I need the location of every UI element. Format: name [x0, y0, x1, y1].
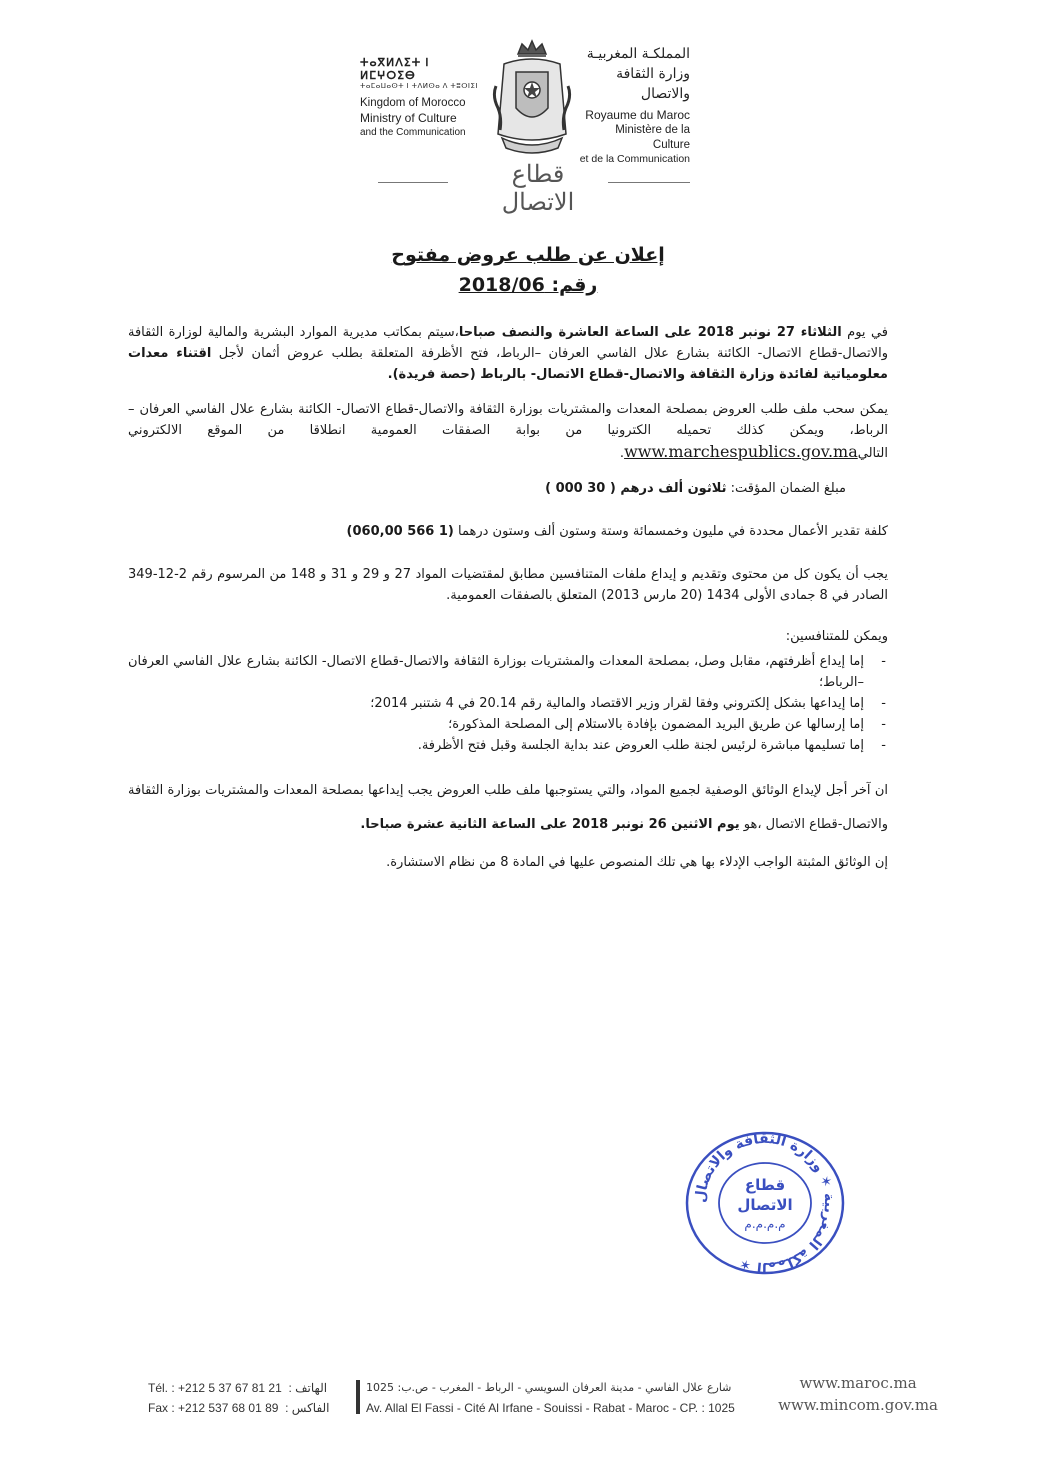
document-body: [128, 322, 888, 887]
letterhead-left-block: [360, 56, 485, 139]
text: مبلغ الضمان المؤقت:: [726, 481, 846, 496]
list-item: - إما تسليمها مباشرة لرئيس لجنة طلب العروض عند بداية الجلسة وقبل فتح الأظرفة.: [128, 735, 888, 756]
divider: [378, 182, 448, 183]
telephone-label-ar: : الهاتف: [288, 1381, 328, 1395]
telephone: Tél. : +212 5 37 67 81 21: [148, 1381, 282, 1395]
paragraph-supporting-docs: إن الوثائق المثبتة الواجب الإدلاء بها هي تلك المنصوص عليها في المادة 8 من نظام الاستشارة.: [386, 855, 888, 870]
footer: [148, 1370, 938, 1420]
arabic-ministry: وزارة الثقافة والاتصال: [616, 66, 690, 102]
bold-text: الثلاثاء 27 نونبر 2018 على الساعة العاشرة والنصف صباحا: [458, 325, 842, 340]
marchespublics-link[interactable]: www.marchespublics.gov.ma: [624, 442, 858, 461]
paragraph-options-intro: ويمكن للمتنافسين:: [785, 629, 888, 644]
stamp-center-line-1: قطاع: [744, 1176, 786, 1194]
options-list: [128, 651, 888, 756]
list-item: - إما إيداعها بشكل إلكتروني وفقا لقرار وزير الاقتصاد والمالية رقم 20.14 في 4 شتنبر 2014؛: [128, 693, 888, 714]
french-ministry: Ministère de la Culture: [615, 124, 690, 151]
title-line-2: رقم: 2018/06: [458, 274, 598, 296]
stamp-center-line-3: م.م.م.م: [744, 1217, 786, 1231]
list-item: - إما إيداع أظرفتهم، مقابل وصل، بمصلحة المعدات والمشتريات بوزارة الثقافة والاتصال-قطاع الاتصال- الكائنة بشارع علال الفاسي العرفان –الرباط؛: [128, 651, 888, 693]
website-mincom-link[interactable]: www.mincom.gov.ma: [778, 1396, 938, 1414]
bold-text: يوم الاثنين 26 نونبر 2018 على الساعة الثانية عشرة صباحا.: [360, 817, 740, 832]
arabic-kingdom: المملكـة المغربيـة: [586, 46, 690, 62]
sector-name: قطاع الاتصال: [501, 160, 575, 216]
document-title: [300, 240, 756, 300]
fax-label-ar: : الفاكس: [285, 1401, 330, 1415]
stamp-ring-text: المملكة المغربية ✶ وزارة الثقافة والاتصال ✶: [692, 1130, 838, 1276]
paragraph-download: يمكن سحب ملف طلب العروض بمصلحة المعدات والمشتريات بوزارة الثقافة والاتصال-قطاع الاتصال- الكائنة بشارع علال الفاسي العرفان –الرباط، ويمكن كذلك تحميله الكترونيا من بوابة الصفقات العمومية انطلاقا من الموقع الالكتروني التاليwww.marchespublics.gov.ma.: [128, 402, 888, 461]
text: في يوم: [841, 325, 889, 340]
letterhead: [360, 38, 690, 216]
divider: [608, 182, 690, 183]
footer-websites: [778, 1372, 938, 1416]
text: ان آخر أجل لإيداع الوثائق الوصفية لجميع المواد، والتي يستوجبها ملف طلب العروض يجب إيداعها بمصلحة المعدات والمشتريات بوزارة الثقافة والاتصال-قطاع الاتصال ،هو: [128, 783, 888, 832]
bold-text: ثلاثون ألف درهم ( 30 000 ): [545, 481, 727, 496]
address-arabic: شارع علال الفاسي - مدينة العرفان السويسي - الرباط - المغرب - ص.ب: 1025: [366, 1381, 732, 1394]
letterhead-right-block: [578, 44, 690, 166]
text: كلفة تقدير الأعمال محددة في مليون وخمسمائة وستة وستون ألف وستون درهما: [453, 524, 888, 539]
footer-contact: [148, 1378, 330, 1418]
footer-divider: [356, 1380, 360, 1414]
french-kingdom: Royaume du Maroc: [585, 108, 690, 122]
english-kingdom: Kingdom of Morocco: [360, 97, 466, 109]
french-ministry-2: et de la Communication: [579, 153, 690, 165]
footer-address: [366, 1378, 735, 1418]
title-line-1: إعلان عن طلب عروض مفتوح: [391, 244, 665, 266]
paragraph-deadline: [128, 774, 888, 842]
stamp-center-line-2: الاتصال: [737, 1196, 793, 1214]
coat-of-arms-icon: [488, 38, 576, 156]
paragraph-guarantee: [128, 478, 888, 499]
website-maroc-link[interactable]: www.maroc.ma: [799, 1374, 917, 1392]
english-ministry-2: and the Communication: [360, 127, 466, 138]
paragraph-decree: يجب أن يكون كل من محتوى وتقديم و إيداع ملفات المتنافسين مطابق لمقتضيات المواد 27 و 29 و 31 و 148 من المرسوم رقم 2-12-349 الصادر في 8 جمادى الأولى 1434 (20 مارس 2013) المتعلق بالصفقات العمومية.: [128, 567, 889, 603]
address-french: Av. Allal El Fassi - Cité Al Irfane - Souissi - Rabat - Maroc - CP. : 1025: [366, 1401, 735, 1415]
paragraph-estimate: [128, 521, 888, 542]
list-item: - إما إرسالها عن طريق البريد المضمون بإفادة بالاستلام إلى المصلحة المذكورة؛: [128, 714, 888, 735]
tifinagh-ministry-line: ⵜⴰⵎⴰⵡⴰⵙⵜ ⵏ ⵜⴷⵍⵙⴰ ⴷ ⵜⵓⵔⵏⵉⵏ: [360, 83, 478, 90]
tifinagh-kingdom-line: ⵜⴰⴳⵍⴷⵉⵜ ⵏ ⵍⵎⵖⵔⵉⴱ: [360, 57, 430, 82]
text: ،سيتم بمكاتب مديرية الموارد البشرية والمالية لوزارة الثقافة والاتصال-قطاع الاتصال- الكائنة بشارع علال الفاسي العرفان –الرباط، فتح الأظرفة المتعلقة بطلب عروض أثمان لأجل: [128, 325, 888, 361]
bold-text: (1 566 060,00): [346, 524, 454, 539]
text: يمكن سحب ملف طلب العروض بمصلحة المعدات والمشتريات بوزارة الثقافة والاتصال-قطاع الاتصال- الكائنة بشارع علال الفاسي العرفان –الرباط، ويمكن كذلك تحميله الكترونيا من بوابة الصفقات العمومية انطلاقا من الموقع الالكتروني التالي: [128, 402, 888, 461]
english-ministry: Ministry of Culture: [360, 111, 457, 125]
fax: Fax : +212 537 68 01 89: [148, 1401, 279, 1415]
official-stamp-icon: [680, 1128, 850, 1278]
bold-text: اقتناء معدات معلومياتية لفائدة وزارة الثقافة والاتصال-قطاع الاتصال- بالرباط (حصة فريدة).: [128, 346, 888, 382]
sector-row: [378, 160, 690, 216]
paragraph-opening: [128, 322, 888, 385]
